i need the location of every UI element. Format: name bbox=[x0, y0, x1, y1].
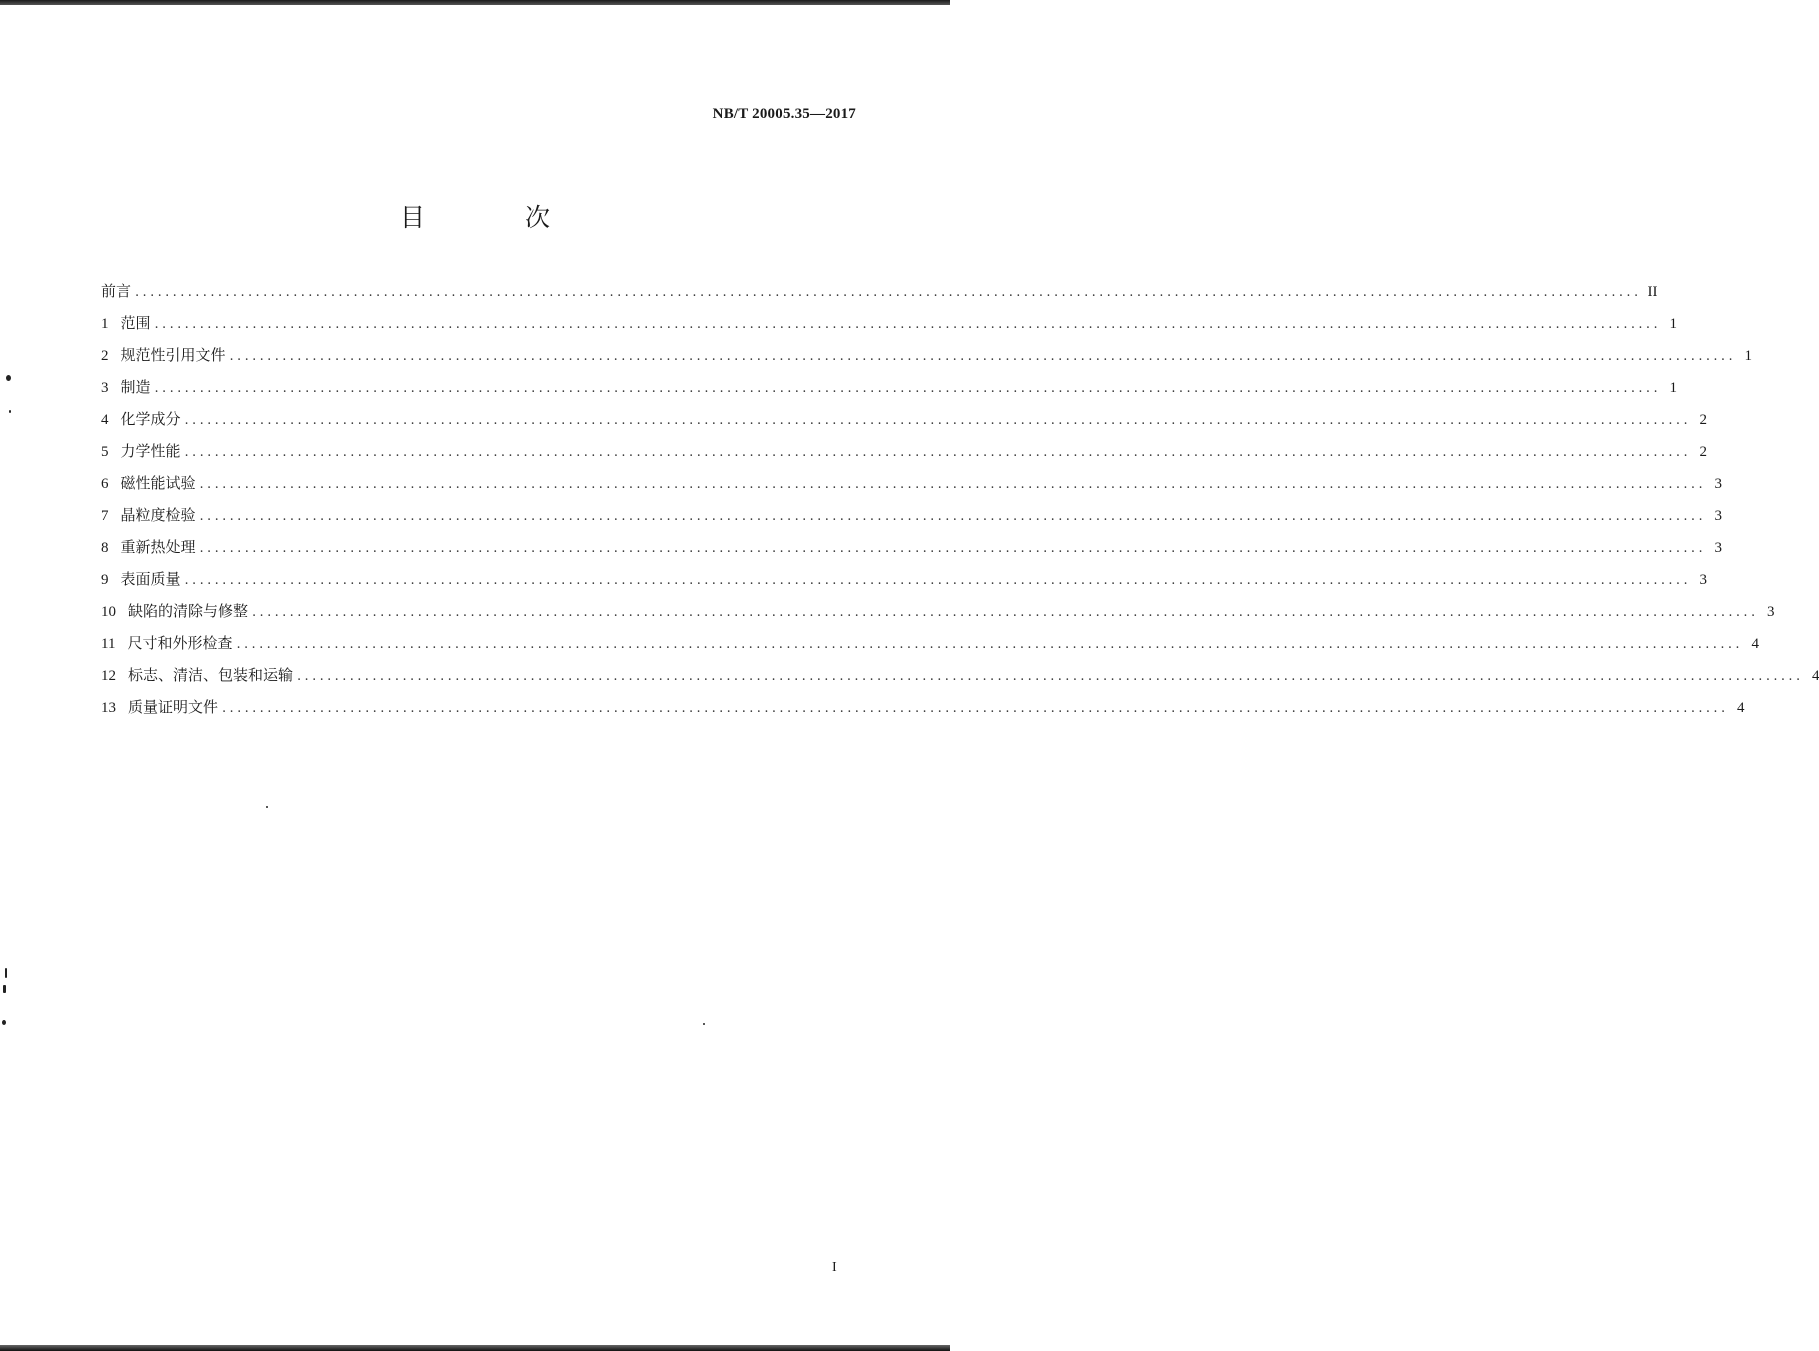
toc-entry-page: 1 bbox=[1669, 316, 1677, 332]
toc-leader-dots: ........................................................................................................................................................................................................ bbox=[199, 509, 1706, 524]
toc-entry-8[interactable] bbox=[101, 536, 1722, 568]
toc-entry-page: II bbox=[1647, 284, 1658, 300]
toc-entry-label: 规范性引用文件 bbox=[120, 346, 226, 364]
scan-speck bbox=[9, 410, 11, 413]
scan-speck bbox=[3, 985, 6, 993]
toc-entry-12[interactable] bbox=[101, 664, 1819, 696]
toc-entry-label: 质量证明文件 bbox=[128, 698, 219, 716]
scan-speck bbox=[703, 1023, 705, 1025]
toc-entry-13[interactable] bbox=[101, 696, 1745, 728]
toc-leader-dots: ........................................................................................................................................................................................................ bbox=[199, 477, 1706, 492]
scan-edge-bottom bbox=[0, 1345, 950, 1351]
scan-speck bbox=[6, 375, 11, 381]
toc-leader-dots: ........................................................................................................................................................................................................ bbox=[229, 349, 1736, 364]
toc-entry-number: 5 bbox=[101, 444, 109, 460]
toc-leader-dots: ........................................................................................................................................................................................................ bbox=[184, 445, 1691, 460]
toc-entry-page: 3 bbox=[1766, 604, 1775, 620]
toc-entry-page: 3 bbox=[1699, 572, 1707, 588]
toc-entry-1[interactable] bbox=[101, 312, 1677, 344]
toc-entry-2[interactable] bbox=[101, 344, 1752, 376]
toc-entry-number: 1 bbox=[101, 316, 109, 332]
toc-entry-page: 2 bbox=[1699, 412, 1707, 428]
toc-entry-page: 3 bbox=[1714, 540, 1722, 556]
toc-entry-page: 1 bbox=[1744, 348, 1752, 364]
toc-entry-number: 9 bbox=[101, 572, 109, 588]
scan-speck bbox=[5, 968, 7, 978]
toc-leader-dots: ........................................................................................................................................................................................................ bbox=[297, 669, 1804, 684]
table-of-contents bbox=[101, 280, 1819, 728]
toc-leader-dots: ........................................................................................................................................................................................................ bbox=[154, 317, 1661, 332]
toc-entry-10[interactable] bbox=[101, 600, 1775, 632]
toc-entry-5[interactable] bbox=[101, 440, 1707, 472]
toc-entry-page: 4 bbox=[1736, 700, 1745, 716]
toc-entry-number: 11 bbox=[101, 636, 116, 652]
toc-entry-number: 13 bbox=[101, 700, 116, 716]
toc-entry-4[interactable] bbox=[101, 408, 1707, 440]
toc-entry-3[interactable] bbox=[101, 376, 1677, 408]
toc-entry-number: 10 bbox=[101, 604, 116, 620]
toc-entry-number: 2 bbox=[101, 348, 109, 364]
toc-entry-page: 2 bbox=[1699, 444, 1707, 460]
scan-speck bbox=[266, 806, 268, 808]
toc-entry-label: 制造 bbox=[120, 378, 151, 396]
toc-entry-page: 1 bbox=[1669, 380, 1677, 396]
toc-entry-9[interactable] bbox=[101, 568, 1707, 600]
toc-leader-dots: ........................................................................................................................................................................................................ bbox=[154, 381, 1661, 396]
toc-leader-dots: ........................................................................................................................................................................................................ bbox=[135, 285, 1642, 300]
toc-entry-7[interactable] bbox=[101, 504, 1722, 536]
toc-entry-label: 表面质量 bbox=[120, 570, 181, 588]
toc-entry-number: 12 bbox=[101, 668, 116, 684]
toc-entry-label: 尺寸和外形检查 bbox=[127, 634, 233, 652]
toc-entry-label: 标志、清洁、包装和运输 bbox=[128, 666, 294, 684]
toc-entry-page: 4 bbox=[1811, 668, 1819, 684]
page-title: 目 次 bbox=[400, 203, 596, 232]
toc-leader-dots: ........................................................................................................................................................................................................ bbox=[222, 701, 1729, 716]
scan-edge-top bbox=[0, 0, 950, 5]
toc-entry-number: 6 bbox=[101, 476, 109, 492]
toc-entry-number: 4 bbox=[101, 412, 109, 428]
toc-leader-dots: ........................................................................................................................................................................................................ bbox=[252, 605, 1759, 620]
toc-entry-foreword[interactable] bbox=[101, 280, 1658, 312]
scan-speck bbox=[2, 1020, 6, 1025]
toc-entry-page: 3 bbox=[1714, 476, 1722, 492]
toc-entry-label: 晶粒度检验 bbox=[120, 506, 196, 524]
toc-leader-dots: ........................................................................................................................................................................................................ bbox=[199, 541, 1706, 556]
toc-leader-dots: ........................................................................................................................................................................................................ bbox=[184, 413, 1691, 428]
toc-entry-label: 化学成分 bbox=[120, 410, 181, 428]
toc-entry-label: 范围 bbox=[120, 314, 151, 332]
toc-entry-label: 前言 bbox=[101, 282, 132, 300]
toc-entry-label: 重新热处理 bbox=[120, 538, 196, 556]
toc-entry-page: 3 bbox=[1714, 508, 1722, 524]
toc-leader-dots: ........................................................................................................................................................................................................ bbox=[236, 637, 1743, 652]
toc-entry-6[interactable] bbox=[101, 472, 1722, 504]
toc-entry-label: 磁性能试验 bbox=[120, 474, 196, 492]
toc-entry-number: 3 bbox=[101, 380, 109, 396]
toc-entry-number: 8 bbox=[101, 540, 109, 556]
toc-entry-number: 7 bbox=[101, 508, 109, 524]
toc-entry-page: 4 bbox=[1751, 636, 1759, 652]
toc-entry-label: 缺陷的清除与修整 bbox=[128, 602, 249, 620]
toc-entry-label: 力学性能 bbox=[120, 442, 181, 460]
toc-leader-dots: ........................................................................................................................................................................................................ bbox=[184, 573, 1691, 588]
document-code: NB/T 20005.35—2017 bbox=[712, 106, 856, 122]
page-number: I bbox=[832, 1260, 837, 1275]
toc-entry-11[interactable] bbox=[101, 632, 1759, 664]
